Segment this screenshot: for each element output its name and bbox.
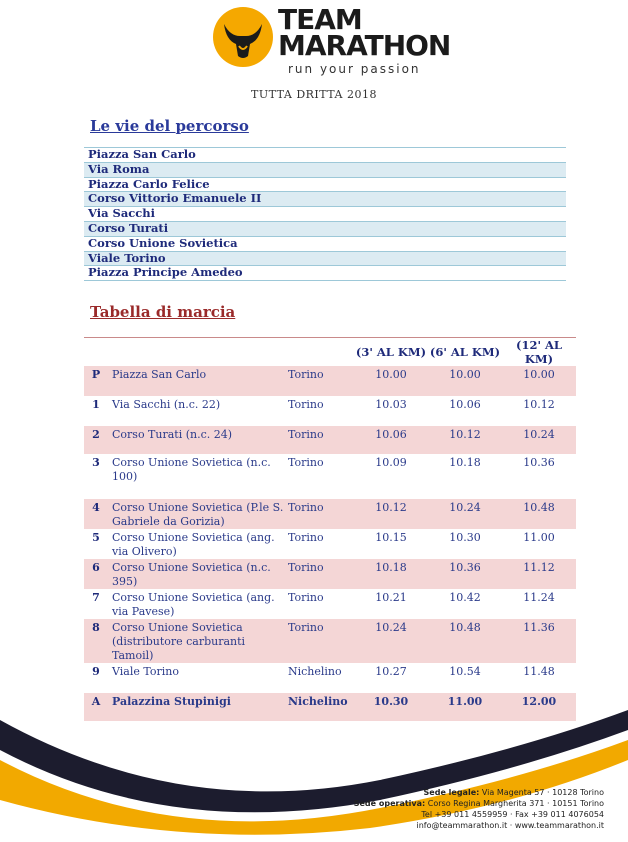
checkpoint-id: 5 xyxy=(92,531,100,544)
time-3: 10.09 xyxy=(375,456,407,469)
checkpoint-id: 2 xyxy=(84,426,108,454)
time-3: 10.12 xyxy=(354,499,428,529)
checkpoint-place: Corso Turati (n.c. 24) xyxy=(108,426,284,454)
march-section-title: Tabella di marcia xyxy=(90,303,236,321)
column-header: (3' AL KM) xyxy=(354,338,428,367)
checkpoint-place: Corso Unione Sovietica (n.c. 100) xyxy=(112,456,271,483)
time-6: 10.48 xyxy=(428,619,502,663)
footer-web: info@teammarathon.it · www.teammarathon.it xyxy=(416,821,604,830)
footer-legal: Sede legale: Via Magenta 57 · 10128 Torino xyxy=(423,788,604,797)
list-item xyxy=(84,148,566,163)
time-12: 10.12 xyxy=(523,398,555,411)
street-name: Corso Vittorio Emanuele II xyxy=(84,192,566,207)
checkpoint-id: 7 xyxy=(92,591,100,604)
checkpoint-city: Torino xyxy=(288,456,324,469)
time-12: 11.12 xyxy=(502,559,576,589)
checkpoint-id: P xyxy=(84,366,108,396)
list-item xyxy=(84,221,566,236)
list-item xyxy=(84,251,566,266)
table-row xyxy=(84,454,576,499)
checkpoint-city: Torino xyxy=(284,426,354,454)
street-name: Piazza Principe Amedeo xyxy=(84,266,566,281)
checkpoint-place: Palazzina Stupinigi xyxy=(108,693,284,721)
time-12: 11.00 xyxy=(523,531,555,544)
street-name: Via Sacchi xyxy=(84,207,566,222)
street-name: Viale Torino xyxy=(84,251,566,266)
list-item xyxy=(84,192,566,207)
tagline: run your passion xyxy=(288,62,421,76)
brand-line-marathon: MARATHON xyxy=(278,29,451,62)
checkpoint-city: Torino xyxy=(288,531,324,544)
time-6: 10.54 xyxy=(449,665,481,678)
table-row xyxy=(84,589,576,619)
document-title: TUTTA DRITTA 2018 xyxy=(251,88,377,101)
table-row xyxy=(84,396,576,426)
team-marathon-logo xyxy=(212,3,451,76)
list-item xyxy=(84,162,566,177)
time-3: 10.03 xyxy=(375,398,407,411)
time-6: 10.30 xyxy=(449,531,481,544)
time-6: 10.42 xyxy=(449,591,481,604)
street-name: Piazza Carlo Felice xyxy=(84,177,566,192)
checkpoint-city: Torino xyxy=(284,366,354,396)
table-row xyxy=(84,499,576,529)
time-3: 10.15 xyxy=(375,531,407,544)
column-header: (6' AL KM) xyxy=(428,338,502,367)
checkpoint-place: Corso Unione Sovietica (P.le S. Gabriele da Gorizia) xyxy=(108,499,284,529)
time-12: 10.48 xyxy=(502,499,576,529)
checkpoint-place: Via Sacchi (n.c. 22) xyxy=(112,398,221,411)
time-12: 11.48 xyxy=(523,665,555,678)
table-row xyxy=(84,529,576,559)
checkpoint-city: Torino xyxy=(284,499,354,529)
time-12: 11.24 xyxy=(523,591,555,604)
time-3: 10.00 xyxy=(354,366,428,396)
route-streets-table xyxy=(84,147,566,281)
time-3: 10.21 xyxy=(375,591,407,604)
brand-line-team: TEAM xyxy=(278,3,362,36)
table-row xyxy=(84,663,576,693)
time-3: 10.30 xyxy=(354,693,428,721)
footer-operational: Sede operativa: Corso Regina Margherita 371 · 10151 Torino xyxy=(353,799,604,808)
time-6: 10.36 xyxy=(428,559,502,589)
time-6: 10.06 xyxy=(449,398,481,411)
time-12: 10.00 xyxy=(502,366,576,396)
checkpoint-city: Torino xyxy=(288,591,324,604)
column-header: (12' AL KM) xyxy=(502,338,576,367)
list-item xyxy=(84,177,566,192)
checkpoint-place: Piazza San Carlo xyxy=(108,366,284,396)
time-3: 10.24 xyxy=(354,619,428,663)
street-name: Corso Turati xyxy=(84,221,566,236)
table-row xyxy=(84,559,576,589)
table-row xyxy=(84,366,576,396)
time-3: 10.27 xyxy=(375,665,407,678)
table-header-row xyxy=(84,338,576,367)
table-row xyxy=(84,619,576,663)
footer-phone: Tel +39 011 4559959 · Fax +39 011 4076054 xyxy=(421,810,604,819)
checkpoint-city: Torino xyxy=(288,398,324,411)
checkpoint-city: Torino xyxy=(284,619,354,663)
checkpoint-id: 6 xyxy=(84,559,108,589)
footer-contacts xyxy=(354,787,604,831)
time-6: 10.18 xyxy=(449,456,481,469)
checkpoint-id: 4 xyxy=(84,499,108,529)
checkpoint-place: Viale Torino xyxy=(112,665,179,678)
time-12: 10.36 xyxy=(523,456,555,469)
time-12: 12.00 xyxy=(502,693,576,721)
checkpoint-place: Corso Unione Sovietica (ang. via Olivero) xyxy=(112,531,275,558)
checkpoint-city: Torino xyxy=(284,559,354,589)
time-6: 10.12 xyxy=(428,426,502,454)
time-12: 11.36 xyxy=(502,619,576,663)
checkpoint-place: Corso Unione Sovietica (n.c. 395) xyxy=(108,559,284,589)
checkpoint-city: Nichelino xyxy=(288,665,342,678)
time-6: 10.00 xyxy=(428,366,502,396)
checkpoint-id: 1 xyxy=(92,398,100,411)
table-row xyxy=(84,426,576,454)
route-section-title: Le vie del percorso xyxy=(90,117,249,135)
time-3: 10.06 xyxy=(354,426,428,454)
march-table xyxy=(84,337,576,721)
checkpoint-id: 3 xyxy=(92,456,100,469)
list-item xyxy=(84,207,566,222)
checkpoint-id: 9 xyxy=(92,665,100,678)
checkpoint-place: Corso Unione Sovietica (distributore carburanti Tamoil) xyxy=(108,619,284,663)
time-6: 10.24 xyxy=(428,499,502,529)
street-name: Via Roma xyxy=(84,162,566,177)
checkpoint-city: Nichelino xyxy=(284,693,354,721)
street-name: Piazza San Carlo xyxy=(84,148,566,163)
time-3: 10.18 xyxy=(354,559,428,589)
time-12: 10.24 xyxy=(502,426,576,454)
bull-logo-icon xyxy=(212,6,274,68)
checkpoint-id: 8 xyxy=(84,619,108,663)
street-name: Corso Unione Sovietica xyxy=(84,236,566,251)
list-item xyxy=(84,236,566,251)
list-item xyxy=(84,266,566,281)
time-6: 11.00 xyxy=(428,693,502,721)
checkpoint-id: A xyxy=(84,693,108,721)
checkpoint-place: Corso Unione Sovietica (ang. via Pavese) xyxy=(112,591,275,618)
